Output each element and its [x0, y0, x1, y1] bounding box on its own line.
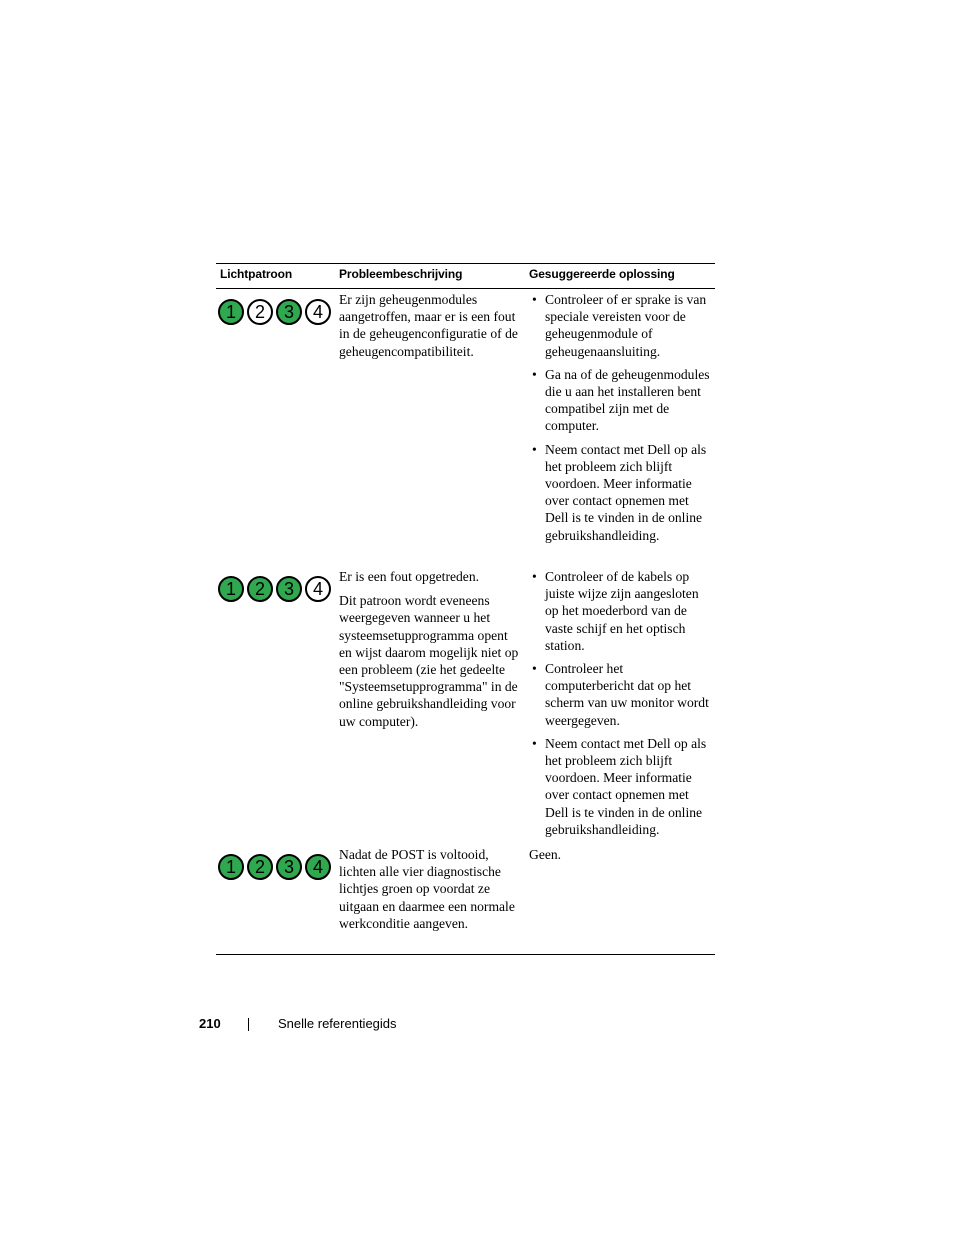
solution-item: • Ga na of de geheugenmodules die u aan het installeren bent compatibel zijn met de computer. [529, 366, 715, 435]
header-oplossing: Gesuggereerde oplossing [529, 267, 675, 281]
solution-item: • Neem contact met Dell op als het probleem zich blijft voordoen. Meer informatie over contact opnemen met Dell is te vinden in de online gebruikshandleiding. [529, 441, 715, 544]
header-lichtpatroon: Lichtpatroon [220, 267, 293, 281]
solution-list [529, 291, 715, 544]
led-pattern-row-1 [218, 299, 331, 325]
description-text: Dit patroon wordt eveneens weergegeven wanneer u het systeemsetupprogramma opent en wijst daarom mogelijk niet op een probleem (zie het gedeelte "Systeemsetupprogramma" in de online gebruikshandleiding voor uw computer). [339, 593, 519, 729]
description-text: Er zijn geheugenmodules aangetroffen, maar er is een fout in de geheugenconfiguratie of de geheugencompatibiliteit. [339, 292, 518, 359]
table-top-rule [216, 263, 715, 264]
led-3-icon: 3 [276, 854, 302, 880]
description-text: Er is een fout opgetreden. [339, 569, 480, 584]
led-2-icon: 2 [247, 854, 273, 880]
description-row-3 [339, 846, 523, 939]
led-pattern-row-2 [218, 576, 331, 602]
description-row-2 [339, 568, 523, 737]
solution-item: • Controleer of er sprake is van speciale vereisten voor de geheugenmodule of geheugenaansluiting. [529, 291, 715, 360]
header-probleembeschrijving: Probleembeschrijving [339, 267, 463, 281]
led-4-icon: 4 [305, 854, 331, 880]
solution-item: • Controleer het computerbericht dat op het scherm van uw monitor wordt weergegeven. [529, 660, 715, 729]
led-1-icon: 1 [218, 576, 244, 602]
solution-item: • Neem contact met Dell op als het probleem zich blijft voordoen. Meer informatie over contact opnemen met Dell is te vinden in de online gebruikshandleiding. [529, 735, 715, 838]
led-2-icon: 2 [247, 576, 273, 602]
led-3-icon: 3 [276, 576, 302, 602]
table-bottom-rule [216, 954, 715, 955]
solution-row-2 [529, 568, 715, 844]
led-4-icon: 4 [305, 299, 331, 325]
description-text: Nadat de POST is voltooid, lichten alle vier diagnostische lichtjes groen op voordat ze uitgaan en daarmee een normale werkconditie aangeven. [339, 847, 515, 931]
solution-text: Geen. [529, 847, 562, 862]
solution-row-3 [529, 846, 715, 863]
led-3-icon: 3 [276, 299, 302, 325]
page-number: 210 [199, 1016, 221, 1031]
led-1-icon: 1 [218, 854, 244, 880]
solution-item: • Controleer of de kabels op juiste wijze zijn aangesloten op het moederbord van de vaste schijf en het optisch station. [529, 568, 715, 654]
led-1-icon: 1 [218, 299, 244, 325]
solution-list [529, 568, 715, 838]
table-header-rule [216, 288, 715, 289]
solution-row-1 [529, 291, 715, 550]
led-4-icon: 4 [305, 576, 331, 602]
led-pattern-row-3 [218, 854, 331, 880]
led-2-icon: 2 [247, 299, 273, 325]
footer-title: Snelle referentiegids [278, 1016, 397, 1031]
footer-separator [248, 1018, 249, 1031]
description-row-1 [339, 291, 523, 367]
